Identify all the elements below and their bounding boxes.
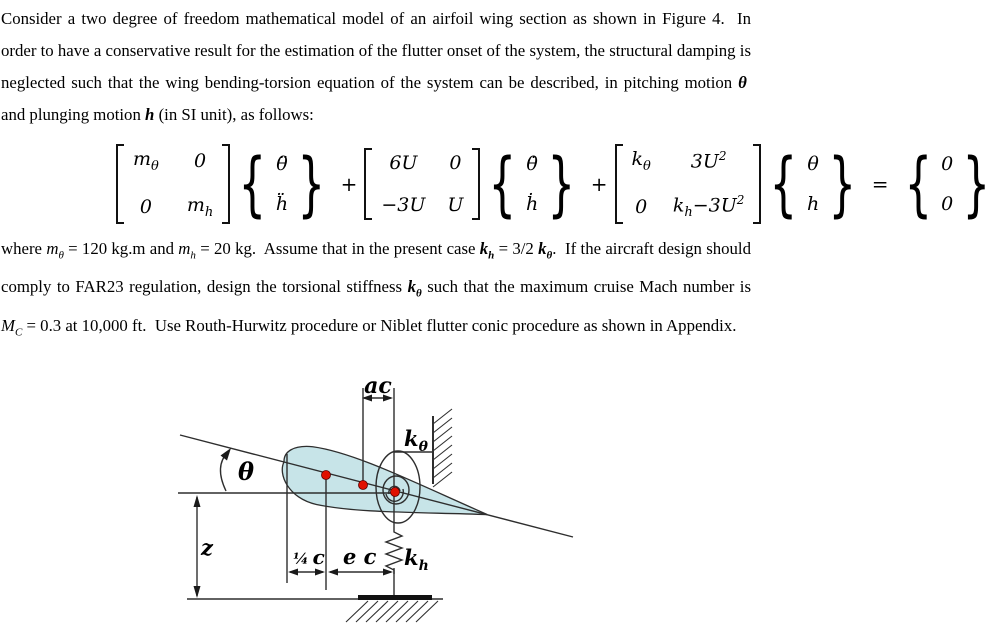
k-theta-subscript-2: θ — [415, 287, 422, 300]
mach-subscript: C — [14, 326, 23, 339]
hatch-line — [433, 463, 452, 478]
velocity-vector — [480, 144, 583, 224]
k-h-label-base: k — [404, 545, 419, 571]
paragraph-design-task — [0, 233, 752, 348]
arrowhead — [221, 448, 232, 461]
hatch-line — [416, 601, 438, 622]
figure-lines — [178, 388, 573, 622]
mass-a12: 0 — [194, 150, 207, 173]
zero-cells — [940, 153, 954, 215]
stiffness-a11 — [632, 148, 651, 174]
p2-text-a: where — [1, 239, 47, 258]
stiffness-a22-sub: h — [684, 205, 693, 221]
zero-vector — [896, 144, 999, 224]
hatch-line — [433, 409, 452, 424]
stiffness-a12-sup: 2 — [718, 148, 727, 163]
ec-label: e c — [343, 544, 377, 570]
mach-symbol: M — [1, 315, 15, 335]
displacement-cells — [806, 153, 820, 215]
right-bracket — [222, 144, 230, 224]
hatch-line — [346, 601, 368, 622]
ground-bar — [358, 595, 432, 600]
stiffness-matrix-cells — [624, 142, 753, 227]
stiffness-a12 — [691, 149, 727, 172]
velocity-cells — [525, 153, 539, 215]
p2-text-b: = 120 kg.m and — [63, 239, 179, 258]
p1-theta-symbol: θ — [738, 73, 747, 92]
m-theta-symbol: m — [46, 239, 59, 258]
hatch-line — [433, 445, 452, 460]
right-brace: } — [547, 143, 576, 225]
quarter-c-label-frac: ¼ — [293, 550, 309, 569]
p1-text-b: and plunging motion — [1, 73, 751, 124]
airfoil-figure — [0, 360, 752, 627]
displacement-vector — [761, 144, 864, 224]
k-theta-label-base: k — [404, 426, 419, 452]
hatch-line — [386, 601, 408, 622]
acceleration-cells — [275, 153, 289, 215]
theta-dot: θ̇ — [526, 153, 538, 175]
k-h-symbol: k — [479, 239, 489, 258]
quarter-c-label-c: c — [312, 545, 325, 570]
arrowhead — [328, 569, 338, 576]
damping-a12: 0 — [449, 152, 462, 174]
right-bracket — [753, 144, 761, 225]
p2-text-g: = 0.3 at 10,000 ft. Use Routh-Hurwitz procedure or Niblet flutter conic procedure as shown in Appendix. — [22, 315, 737, 335]
damping-matrix-cells — [373, 146, 471, 222]
hatch-line — [406, 601, 428, 622]
right-bracket — [472, 148, 480, 220]
left-bracket — [615, 144, 623, 225]
h-ddot: ḧ — [275, 193, 289, 215]
z-label: z — [201, 535, 213, 561]
m-h-subscript: h — [190, 249, 196, 262]
k-theta-label — [404, 426, 429, 455]
right-brace: } — [962, 143, 991, 225]
mass-a11-base: m — [133, 148, 152, 171]
left-brace: { — [488, 143, 517, 225]
stiffness-a22 — [673, 193, 745, 220]
mass-matrix-cells — [125, 142, 221, 226]
arrowhead — [315, 569, 325, 576]
elastic-axis-dot — [391, 488, 400, 497]
zero-top: 0 — [941, 153, 954, 175]
damping-a22: U — [447, 194, 464, 216]
arrowhead — [194, 495, 201, 507]
mass-a22 — [187, 194, 213, 220]
hatch-line — [433, 454, 452, 469]
arrowhead — [288, 569, 298, 576]
damping-a21: −3U — [381, 194, 426, 216]
wall-hatching — [433, 409, 452, 487]
arrowhead — [194, 586, 201, 598]
p2-text-d: = 3/2 — [494, 239, 539, 258]
plus-operator: + — [590, 172, 608, 196]
hatch-line — [366, 601, 388, 622]
plus-operator: + — [340, 172, 358, 196]
right-brace: } — [828, 143, 857, 225]
stiffness-a12-base: 3U — [690, 150, 719, 173]
left-bracket — [364, 148, 372, 220]
airfoil-diagram-svg — [0, 360, 752, 627]
stiffness-a22-base: k — [672, 194, 685, 217]
h-dot: ḣ — [525, 193, 539, 215]
p2-text-c: = 20 kg. Assume that in the present case — [195, 239, 480, 258]
ground-hatching — [346, 601, 438, 622]
k-h-subscript: h — [488, 249, 495, 262]
p1-text-c: (in SI unit), as follows: — [154, 105, 314, 124]
right-brace: } — [297, 143, 326, 225]
plunge-spring — [386, 528, 402, 574]
hatch-line — [376, 601, 398, 622]
stiffness-a11-base: k — [631, 147, 644, 170]
theta-label: θ — [238, 457, 255, 487]
quarter-chord-dot — [322, 471, 331, 480]
stiffness-a22-rest: −3U — [692, 194, 737, 217]
hatch-line — [433, 418, 452, 433]
k-theta-subscript: θ — [546, 249, 553, 262]
flutter-matrix-equation — [116, 141, 991, 227]
left-brace: { — [904, 143, 932, 225]
mass-a22-base: m — [186, 194, 205, 216]
quarter-c-label — [293, 545, 325, 569]
hatch-line — [396, 601, 418, 622]
mass-a11-sub: θ — [151, 159, 159, 174]
k-theta-label-sub: θ — [418, 439, 428, 456]
p2-text-f: such that the maximum cruise Mach number is — [421, 277, 751, 297]
theta-var: θ — [807, 153, 819, 175]
p2-text-e: . If the aircraft design should comply to FAR23 regulation, design the torsional stiffness — [1, 239, 751, 297]
h-var: h — [806, 193, 820, 215]
aerodynamic-center-dot — [359, 481, 368, 490]
hatch-line — [433, 436, 452, 451]
damping-a11: 6U — [389, 152, 418, 174]
mass-a11 — [133, 148, 159, 174]
hatch-line — [356, 601, 378, 622]
m-theta-subscript: θ — [58, 249, 64, 262]
hatch-line — [433, 472, 452, 487]
paragraph-problem-statement — [0, 0, 752, 131]
zero-bottom: 0 — [941, 193, 954, 215]
acceleration-vector — [230, 144, 333, 224]
k-h-label-sub: h — [418, 558, 429, 575]
m-h-symbol: m — [178, 239, 191, 258]
left-brace: { — [238, 143, 267, 225]
theta-ddot: θ̈ — [276, 153, 288, 175]
left-brace: { — [769, 143, 798, 225]
k-theta-symbol-2: k — [407, 277, 416, 297]
p1-h-symbol: h — [145, 105, 155, 124]
mass-matrix — [116, 142, 230, 226]
mass-a21: 0 — [139, 195, 152, 218]
mass-a22-sub: h — [204, 204, 214, 220]
damping-matrix — [364, 146, 480, 222]
ac-label: ac — [364, 373, 392, 400]
hatch-line — [433, 427, 452, 442]
left-bracket — [116, 144, 124, 224]
k-theta-symbol: k — [538, 239, 547, 258]
stiffness-a22-sup: 2 — [736, 193, 745, 208]
stiffness-a11-sub: θ — [643, 158, 651, 174]
p1-text-a: Consider a two degree of freedom mathematical model of an airfoil wing section as shown in Figure 4. In order to have a conservative result for the estimation of the flutter onset of the system, the structural damping is neglected such that the wing bending-torsion equation of the system can be described, in pitching motion — [1, 9, 751, 92]
k-h-label — [404, 545, 429, 574]
stiffness-matrix — [615, 142, 762, 227]
stiffness-a21: 0 — [635, 195, 648, 218]
equals-operator: = — [871, 172, 889, 196]
arrowhead — [383, 569, 393, 576]
